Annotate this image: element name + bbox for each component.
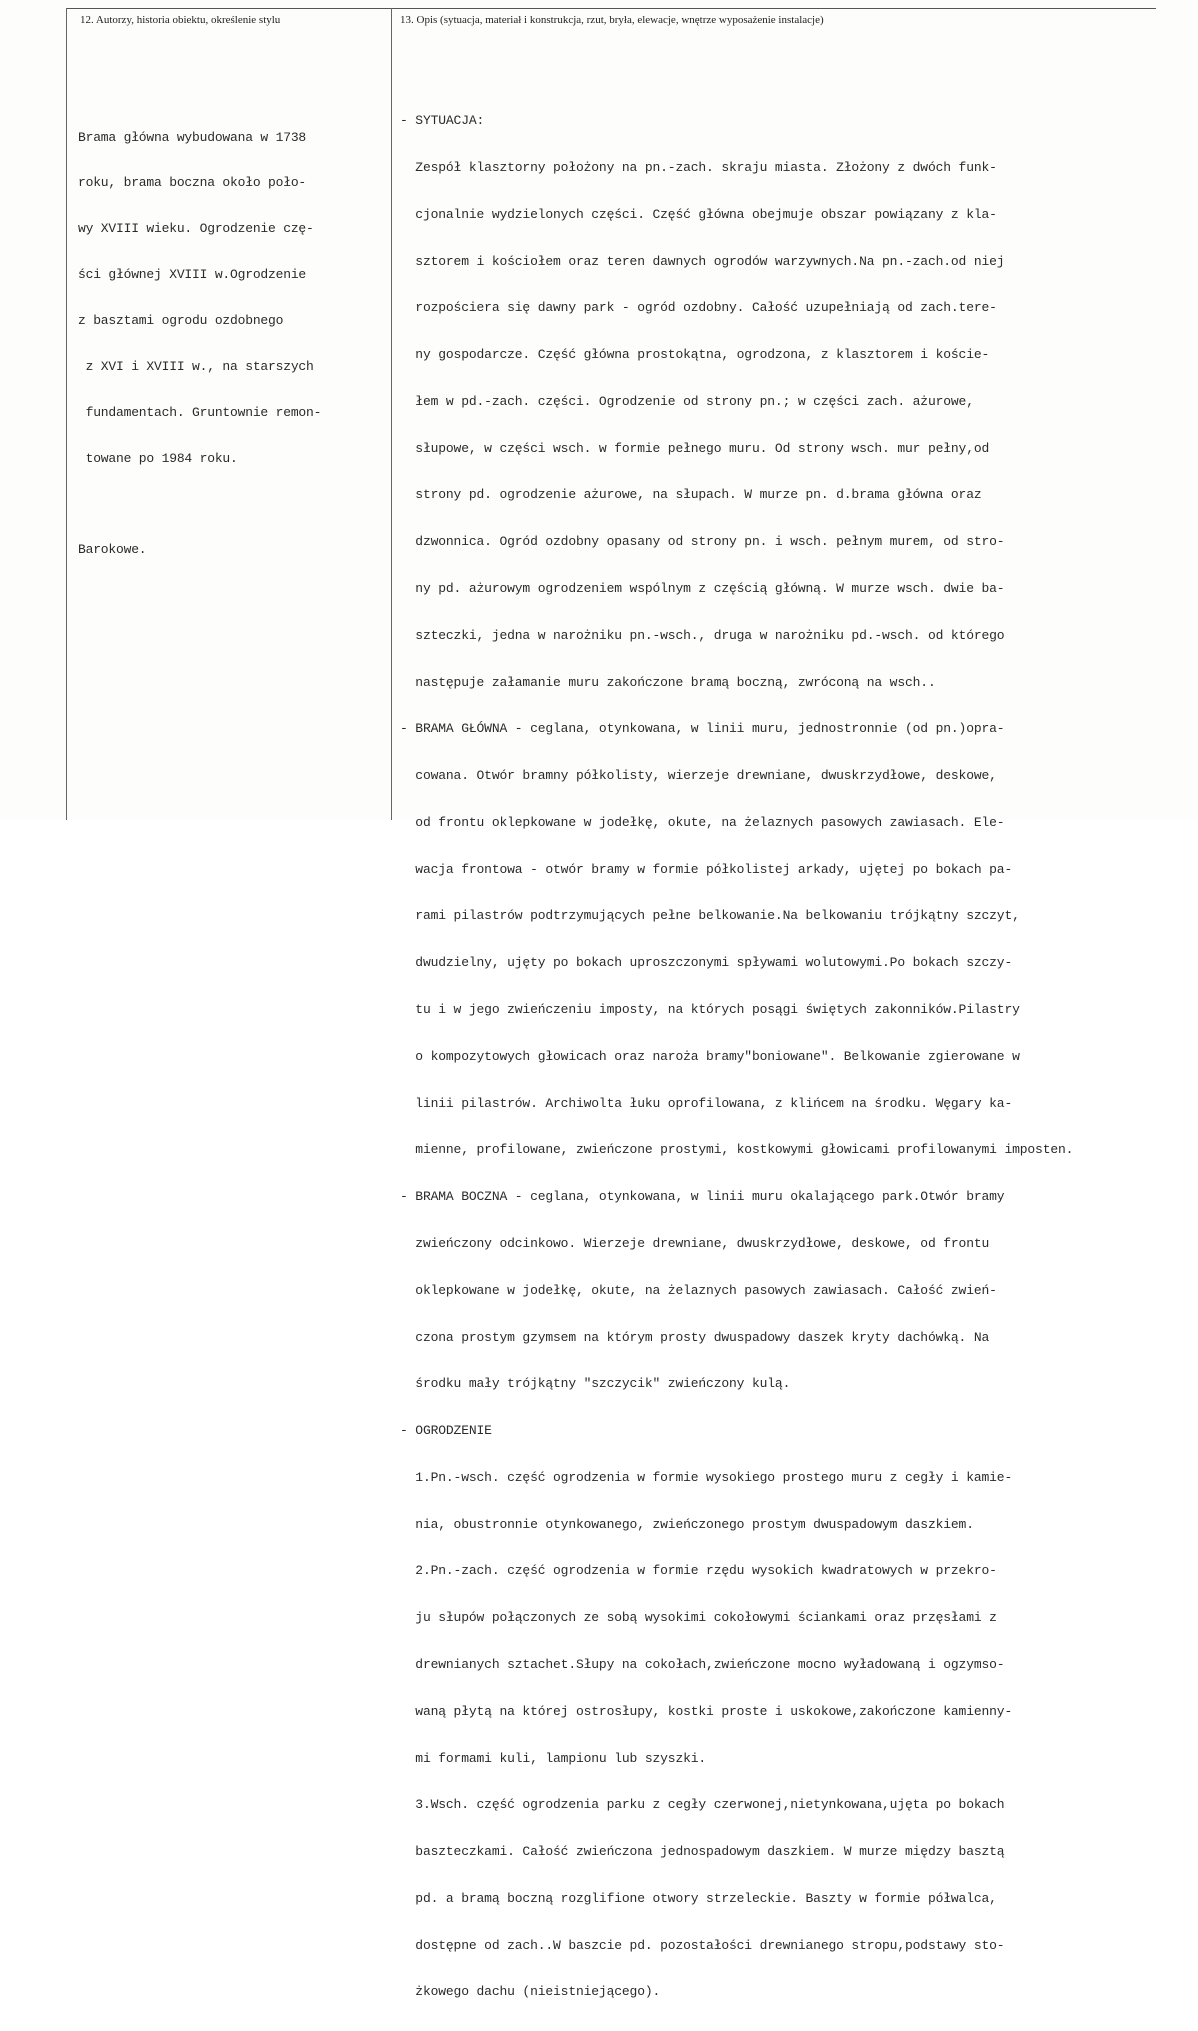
- description-line: dwudzielny, ujęty po bokach uproszczonymi spływami wolutowymi.Po bokach szczy-: [400, 955, 1013, 971]
- description-line: cowana. Otwór bramny półkolisty, wierzeje drewniane, dwuskrzydłowe, deskowe,: [400, 768, 997, 784]
- description-line: zwieńczony odcinkowo. Wierzeje drewniane, dwuskrzydłowe, deskowe, od frontu: [400, 1235, 990, 1251]
- history-line: ści głównej XVIII w.Ogrodzenie: [78, 267, 307, 283]
- description-line: słupowe, w części wsch. w formie pełnego muru. Od strony wsch. mur pełny,od: [400, 440, 990, 456]
- description-line: pd. a bramą boczną rozglifione otwory strzeleckie. Baszty w formie półwalca,: [400, 1890, 997, 1906]
- description-line: 2.Pn.-zach. część ogrodzenia w formie rzędu wysokich kwadratowych w przekro-: [400, 1563, 997, 1579]
- description-line: sztorem i kościołem oraz teren dawnych ogrodów warzywnych.Na pn.-zach.od niej: [400, 253, 1005, 269]
- description-line: następuje załamanie muru zakończone bramą boczną, zwróconą na wsch..: [400, 674, 936, 690]
- description-line: dostępne od zach..W baszcie pd. pozostałości drewnianego stropu,podstawy sto-: [400, 1937, 1005, 1953]
- description-line: rami pilastrów podtrzymujących pełne belkowanie.Na belkowaniu trójkątny szczyt,: [400, 908, 1020, 924]
- description-line: nia, obustronnie otynkowanego, zwieńczonego prostym dwuspadowym daszkiem.: [400, 1516, 974, 1532]
- description-line: strony pd. ogrodzenie ażurowe, na słupach. W murze pn. d.brama główna oraz: [400, 487, 982, 503]
- description-line: - SYTUACJA:: [400, 113, 485, 129]
- description-line: cjonalnie wydzielonych części. Część główna obejmuje obszar powiązany z kla-: [400, 206, 997, 222]
- description-line: czona prostym gzymsem na którym prosty dwuspadowy daszek kryty dachówką. Na: [400, 1329, 990, 1345]
- description-line: ny gospodarcze. Część główna prostokątna, ogrodzona, z klasztorem i koście-: [400, 347, 990, 363]
- form-column-divider: [391, 8, 392, 820]
- description-line: żkowego dachu (nieistniejącego).: [400, 1984, 661, 2000]
- description-line: baszteczkami. Całość zwieńczona jednospadowym daszkiem. W murze między basztą: [400, 1844, 1005, 1860]
- description-line: Zespół klasztorny położony na pn.-zach. skraju miasta. Złożony z dwóch funk-: [400, 159, 997, 175]
- description-line: linii pilastrów. Archiwolta łuku oprofilowana, z klińcem na środku. Węgary ka-: [400, 1095, 1013, 1111]
- history-column: [78, 99, 384, 588]
- description-line: wacja frontowa - otwór bramy w formie półkolistej arkady, ujętej po bokach pa-: [400, 861, 1013, 877]
- description-line: - BRAMA GŁÓWNA - ceglana, otynkowana, w linii muru, jednostronnie (od pn.)opra-: [400, 721, 1005, 737]
- history-line: z basztami ogrodu ozdobnego: [78, 313, 284, 329]
- description-column: [400, 82, 1195, 2031]
- description-line: tu i w jego zwieńczeniu imposty, na których posągi świętych zakonników.Pilastry: [400, 1002, 1020, 1018]
- description-line: drewnianych sztachet.Słupy na cokołach,zwieńczone mocno wyładowaną i ogzymso-: [400, 1656, 1005, 1672]
- history-line: Brama główna wybudowana w 1738: [78, 129, 307, 145]
- history-line: towane po 1984 roku.: [78, 450, 238, 466]
- description-line: - OGRODZENIE: [400, 1423, 492, 1439]
- description-line: szteczki, jedna w narożniku pn.-wsch., druga w narożniku pd.-wsch. od którego: [400, 627, 1005, 643]
- description-line: dzwonnica. Ogród ozdobny opasany od strony pn. i wsch. pełnym murem, od stro-: [400, 534, 1005, 550]
- description-line: łem w pd.-zach. części. Ogrodzenie od strony pn.; w części zach. ażurowe,: [400, 393, 974, 409]
- description-line: mi formami kuli, lampionu lub szyszki.: [400, 1750, 707, 1766]
- description-line: oklepkowane w jodełkę, okute, na żelaznych pasowych zawiasach. Całość zwień-: [400, 1282, 997, 1298]
- description-line: od frontu oklepkowane w jodełkę, okute, na żelaznych pasowych zawiasach. Ele-: [400, 814, 1005, 830]
- description-line: - BRAMA BOCZNA - ceglana, otynkowana, w linii muru okalającego park.Otwór bramy: [400, 1189, 1005, 1205]
- description-line: 1.Pn.-wsch. część ogrodzenia w formie wysokiego prostego muru z cegły i kamie-: [400, 1469, 1013, 1485]
- description-line: mienne, profilowane, zwieńczone prostymi, kostkowymi głowicami profilowanymi imposten.: [400, 1142, 1074, 1158]
- description-line: o kompozytowych głowicach oraz naroża bramy"boniowane". Belkowanie zgierowane w: [400, 1048, 1020, 1064]
- description-line: waną płytą na której ostrosłupy, kostki proste i uskokowe,zakończone kamienny-: [400, 1703, 1013, 1719]
- description-line: ju słupów połączonych ze sobą wysokimi cokołowymi ściankami oraz przęsłami z: [400, 1610, 997, 1626]
- history-line: wy XVIII wieku. Ogrodzenie czę-: [78, 221, 314, 237]
- paragraph-gap: [78, 497, 384, 512]
- form-top-rule: [66, 8, 1156, 9]
- description-line: środku mały trójkątny "szczycik" zwieńczony kulą.: [400, 1376, 791, 1392]
- description-line: 3.Wsch. część ogrodzenia parku z cegły czerwonej,nietynkowana,ujęta po bokach: [400, 1797, 1005, 1813]
- history-line: z XVI i XVIII w., na starszych: [78, 359, 314, 375]
- section-12-header: 12. Autorzy, historia obiektu, określenie stylu: [80, 14, 281, 26]
- section-13-header: 13. Opis (sytuacja, materiał i konstrukcja, rzut, bryła, elewacje, wnętrze wyposażenie instalacje): [400, 14, 824, 26]
- description-line: ny pd. ażurowym ogrodzeniem wspólnym z częścią główną. W murze wsch. dwie ba-: [400, 581, 1005, 596]
- history-line: roku, brama boczna około poło-: [78, 175, 307, 191]
- style-text: Barokowe.: [78, 542, 147, 558]
- history-line: fundamentach. Gruntownie remon-: [78, 404, 322, 420]
- description-line: rozpościera się dawny park - ogród ozdobny. Całość uzupełniają od zach.tere-: [400, 300, 997, 316]
- form-left-rule: [66, 8, 67, 820]
